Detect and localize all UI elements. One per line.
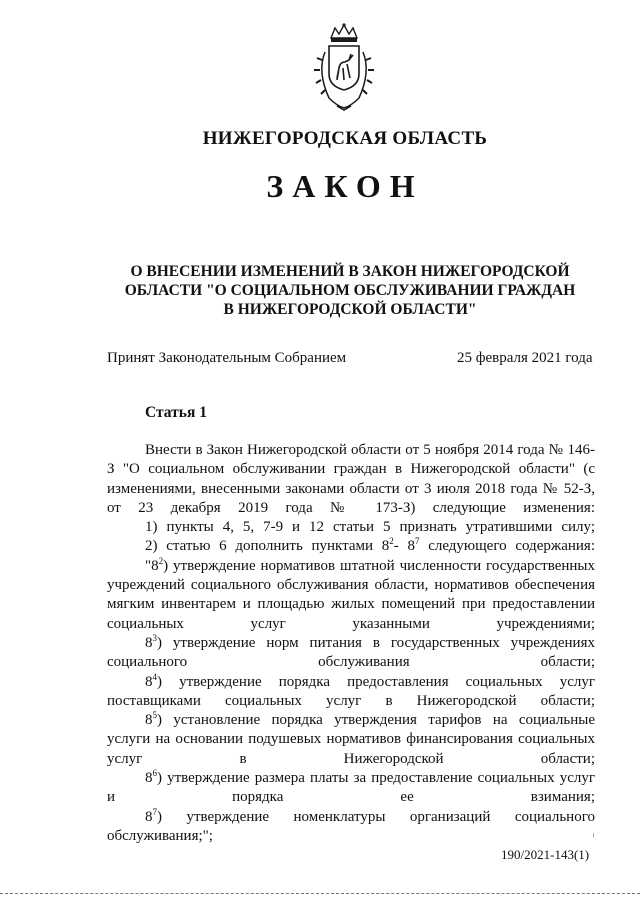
paragraph-text: следующего содержания: (419, 538, 595, 555)
item-text: ) утверждение размера платы за предоставление социальных услуг и порядка ее взимания; (107, 770, 595, 806)
adopting-body: Принят Законодательным Собранием (107, 350, 347, 366)
superscript: 6 (152, 768, 157, 779)
list-item (107, 634, 595, 673)
paragraph (107, 537, 595, 556)
superscript: 7 (152, 806, 157, 817)
superscript: 5 (152, 710, 157, 721)
law-title-line: ОБЛАСТИ "О СОЦИАЛЬНОМ ОБСЛУЖИВАНИИ ГРАЖДАН (124, 282, 576, 299)
superscript: 3 (152, 632, 157, 643)
list-item (107, 673, 595, 712)
list-item (107, 769, 595, 808)
superscript: 2 (389, 536, 394, 547)
law-heading: ЗАКОН (266, 168, 424, 204)
article-body (107, 441, 595, 846)
superscript: 4 (152, 671, 157, 682)
item-number: "8 (145, 557, 159, 574)
paragraph-text: 2) статью 6 дополнить пунктами 8 (145, 538, 390, 555)
paragraph: Внести в Закон Нижегородской области от 5 ноября 2014 года № 146-З "О социальном обслуживании граждан в Нижегородской области" (с изменениями, внесенными законами области от 3 июля 2018 года № 52-З, от 23 декабря 2019 года № 173-З) следующие изменения: (107, 442, 595, 516)
coat-of-arms-icon (309, 22, 379, 112)
item-number: 8 (145, 712, 153, 729)
paragraph: 1) пункты 4, 5, 7-9 и 12 статьи 5 признать утратившими силу; (145, 519, 595, 536)
scan-mark (593, 833, 594, 837)
article-heading: Статья 1 (145, 404, 207, 421)
superscript: 2 (158, 555, 164, 566)
law-title-line: О ВНЕСЕНИИ ИЗМЕНЕНИЙ В ЗАКОН НИЖЕГОРОДСКОЙ (130, 263, 570, 280)
region-heading: НИЖЕГОРОДСКАЯ ОБЛАСТЬ (202, 128, 488, 149)
paragraph-text: - 8 (393, 538, 415, 555)
list-item (107, 557, 595, 634)
page-bottom-rule (0, 893, 640, 894)
law-title (0, 262, 640, 319)
list-item (107, 711, 595, 769)
item-text: ) установление порядка утверждения тарифов на социальные услуги на основании подушевых нормативов финансирования социальных услуг в Нижегородской области; (107, 712, 595, 767)
superscript: 7 (414, 536, 420, 547)
item-text: ) утверждение номенклатуры организаций социального обслуживания;"; (107, 808, 595, 844)
item-text: ) утверждение нормативов штатной численности государственных учреждений социального обслуживания области, нормативов обеспечения мягким инвентарем и площадью жилых помещений при предоставлении социальных услуг указанными учреждениями; (107, 557, 595, 632)
law-title-line: В НИЖЕГОРОДСКОЙ ОБЛАСТИ" (223, 301, 477, 318)
list-item (107, 808, 595, 847)
item-text: ) утверждение норм питания в государственных учреждениях социального обслуживания области; (107, 634, 595, 671)
document-number: 190/2021-143(1) (501, 847, 590, 862)
item-number: 8 (145, 808, 153, 825)
item-number: 8 (145, 634, 153, 651)
item-number: 8 (145, 770, 153, 787)
item-number: 8 (145, 673, 153, 690)
item-text: ) утверждение порядка предоставления социальных услуг поставщиками социальных услуг в Нижегородской области; (107, 673, 595, 709)
adoption-date: 25 февраля 2021 года (457, 350, 593, 366)
